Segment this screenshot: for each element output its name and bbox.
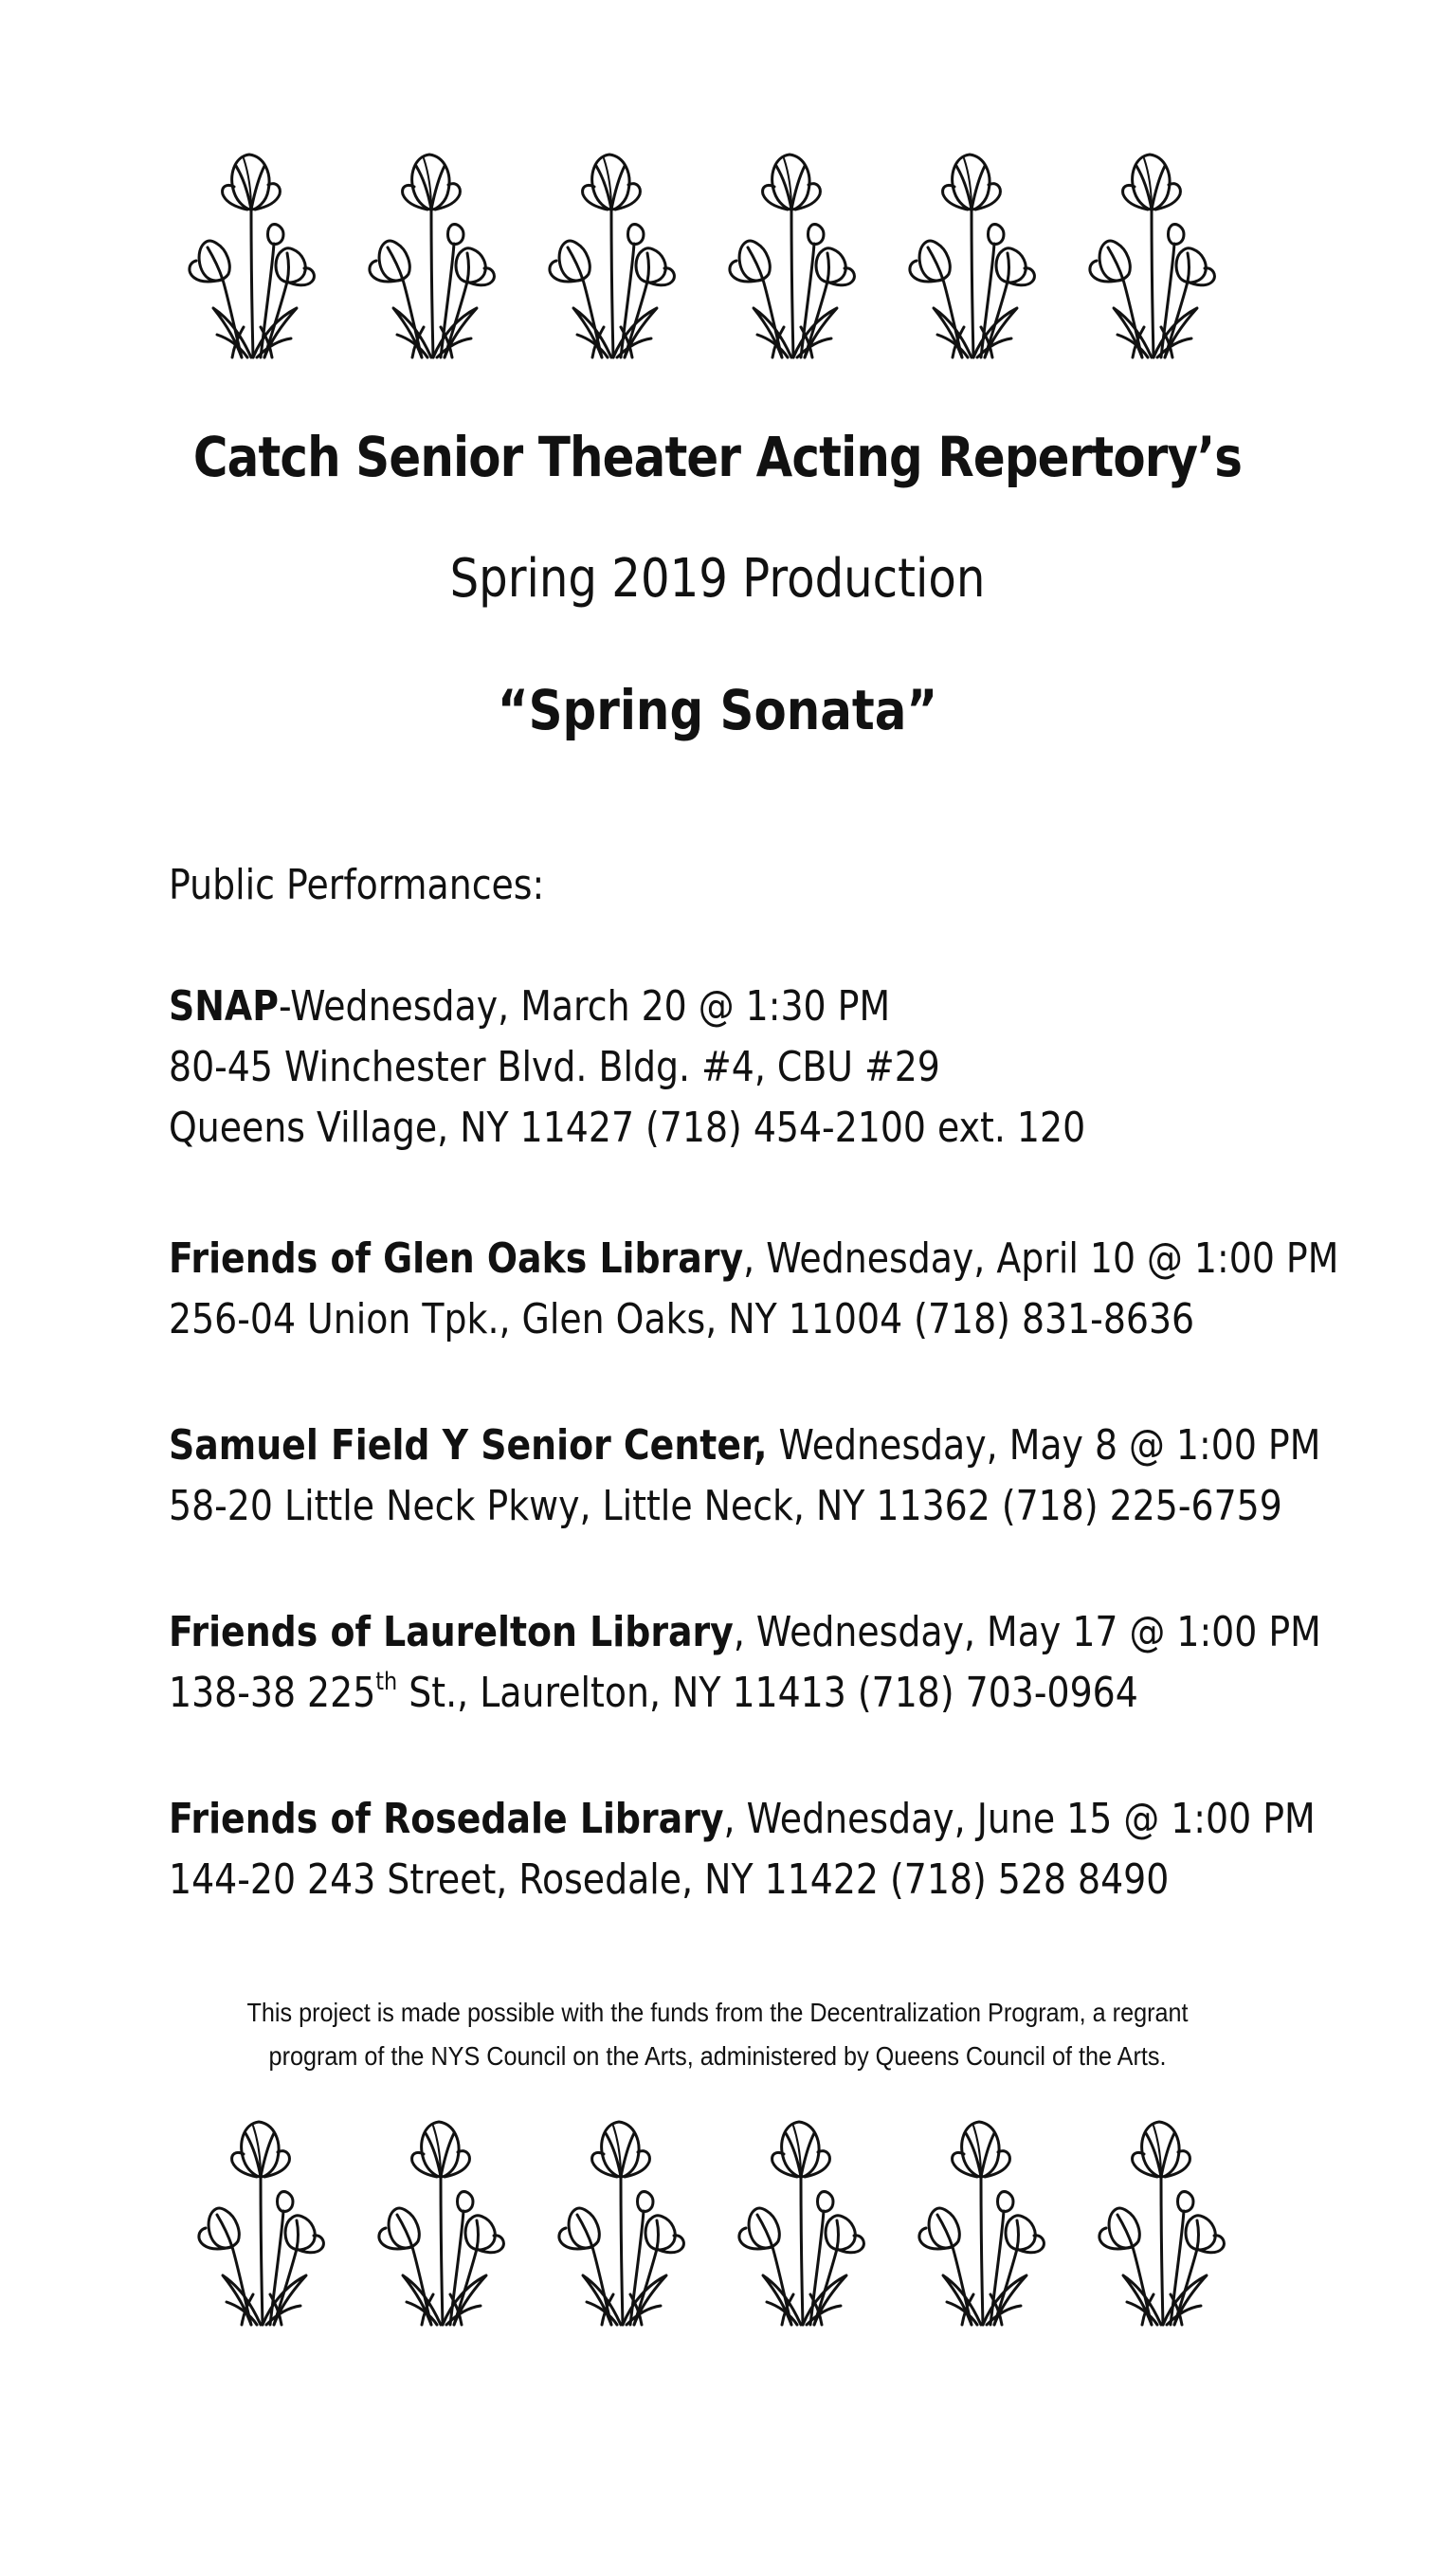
venue-address: Queens Village, NY 11427 (718) 454-2100 ext. 120 — [169, 1104, 1086, 1152]
venue-name: Friends of Laurelton Library — [169, 1608, 734, 1656]
venue-separator: , — [743, 1234, 767, 1283]
address-prefix: 138-38 225 — [169, 1669, 376, 1717]
venue-when: Wednesday, June 15 @ 1:00 PM — [746, 1795, 1316, 1843]
venue-when: Wednesday, March 20 @ 1:30 PM — [290, 982, 891, 1031]
venue-separator: , — [733, 1608, 756, 1656]
funding-line-2: program of the NYS Council on the Arts, administered by Queens Council of the Arts. — [268, 2041, 1167, 2071]
tulip-crocus-icon — [725, 2105, 877, 2332]
venue-line-1 — [169, 977, 1196, 1037]
show-title: “Spring Sonata” — [497, 678, 938, 742]
performances-heading: Public Performances: — [169, 861, 545, 909]
tulip-crocus-icon — [355, 137, 507, 365]
tulip-crocus-icon — [175, 137, 327, 365]
venue-samuel-field — [169, 1416, 1321, 1537]
venue-when: Wednesday, May 17 @ 1:00 PM — [755, 1608, 1321, 1656]
venue-address: 256-04 Union Tpk., Glen Oaks, NY 11004 (718) 831-8636 — [169, 1295, 1195, 1343]
tulip-crocus-icon — [1085, 2105, 1237, 2332]
venue-name: Friends of Glen Oaks Library — [169, 1234, 744, 1283]
venue-glen-oaks — [169, 1229, 1339, 1350]
venue-name: Friends of Rosedale Library — [169, 1795, 724, 1843]
venue-snap — [169, 977, 1196, 1159]
address-suffix: St., Laurelton, NY 11413 (718) 703-0964 — [397, 1669, 1138, 1717]
tulip-crocus-icon — [1076, 137, 1227, 365]
production-subtitle: Spring 2019 Production — [449, 548, 986, 610]
venue-address: 80-45 Winchester Blvd. Bldg. #4, CBU #29 — [169, 1043, 940, 1091]
bottom-flower-border — [0, 2105, 1435, 2342]
tulip-crocus-icon — [545, 2105, 697, 2332]
venue-name: Samuel Field Y Senior Center, — [169, 1421, 768, 1470]
venue-laurelton — [169, 1602, 1321, 1724]
venue-line-1 — [169, 1602, 1321, 1663]
funding-line-1: This project is made possible with the funds from the Decentralization Program, a regrant — [246, 1998, 1189, 2027]
tulip-crocus-icon — [905, 2105, 1057, 2332]
venue-name: SNAP — [169, 982, 279, 1031]
venue-address: 144-20 243 Street, Rosedale, NY 11422 (718) 528 8490 — [169, 1855, 1170, 1904]
tulip-crocus-icon — [536, 137, 687, 365]
venue-separator — [768, 1421, 779, 1470]
tulip-crocus-icon — [716, 137, 867, 365]
venue-address — [169, 1663, 1196, 1724]
tulip-crocus-icon — [185, 2105, 336, 2332]
venue-address: 58-20 Little Neck Pkwy, Little Neck, NY 11362 (718) 225-6759 — [169, 1482, 1282, 1530]
venue-line-1 — [169, 1416, 1321, 1476]
page-title: Catch Senior Theater Acting Repertory’s — [192, 425, 1243, 489]
address-superscript: th — [375, 1668, 398, 1696]
venue-rosedale — [169, 1789, 1316, 1910]
venue-when: Wednesday, May 8 @ 1:00 PM — [778, 1421, 1321, 1470]
venue-when: Wednesday, April 10 @ 1:00 PM — [766, 1234, 1339, 1283]
venue-line-1 — [169, 1229, 1339, 1289]
top-flower-border — [0, 137, 1435, 375]
tulip-crocus-icon — [896, 137, 1047, 365]
funding-notice — [72, 1991, 1364, 2078]
venue-line-1 — [169, 1789, 1316, 1850]
tulip-crocus-icon — [365, 2105, 517, 2332]
venue-separator: - — [278, 982, 291, 1031]
venue-separator: , — [723, 1795, 747, 1843]
